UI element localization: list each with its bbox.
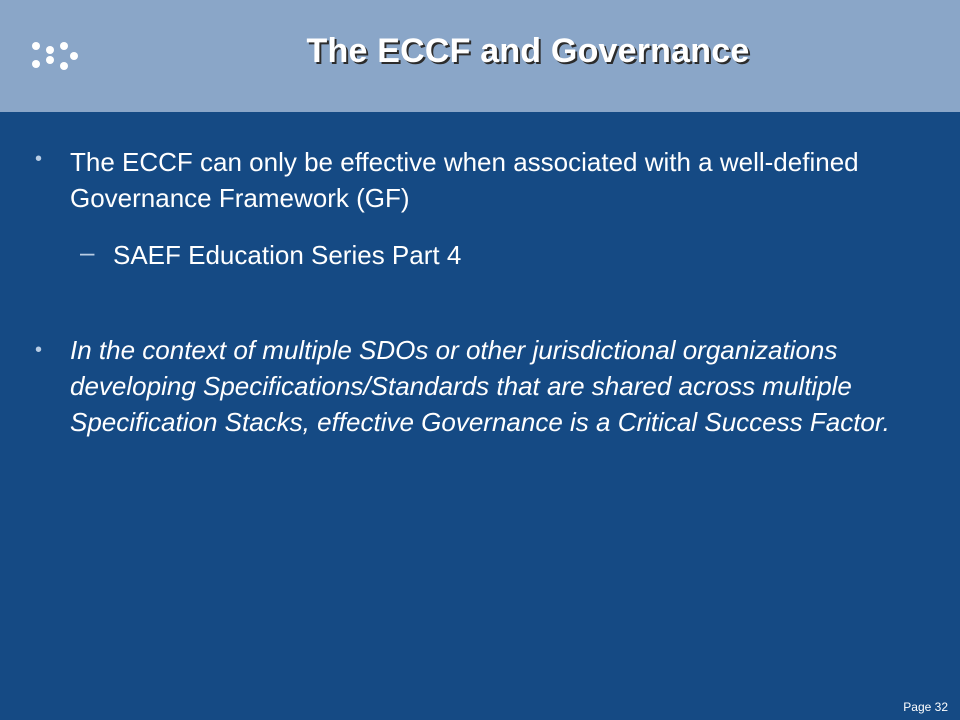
- bullet-marker: •: [35, 339, 43, 361]
- page-number: Page 32: [903, 700, 948, 714]
- bullet-text-2: In the context of multiple SDOs or other jurisdictional organizations developing Specifications/Standards that are shared across multiple Specification Stacks, effective Governance is a Critical Success Factor.: [70, 335, 890, 437]
- bullet-text-1: The ECCF can only be effective when associated with a well-defined Governance Framework (GF): [70, 147, 859, 213]
- slide-header: [0, 0, 960, 112]
- slide-content: [0, 112, 960, 720]
- sub-bullet-text: SAEF Education Series Part 4: [113, 240, 462, 270]
- slide-title: The ECCF and Governance: [306, 32, 750, 70]
- bullet-marker: •: [35, 148, 43, 170]
- sub-bullet-marker: –: [80, 237, 95, 267]
